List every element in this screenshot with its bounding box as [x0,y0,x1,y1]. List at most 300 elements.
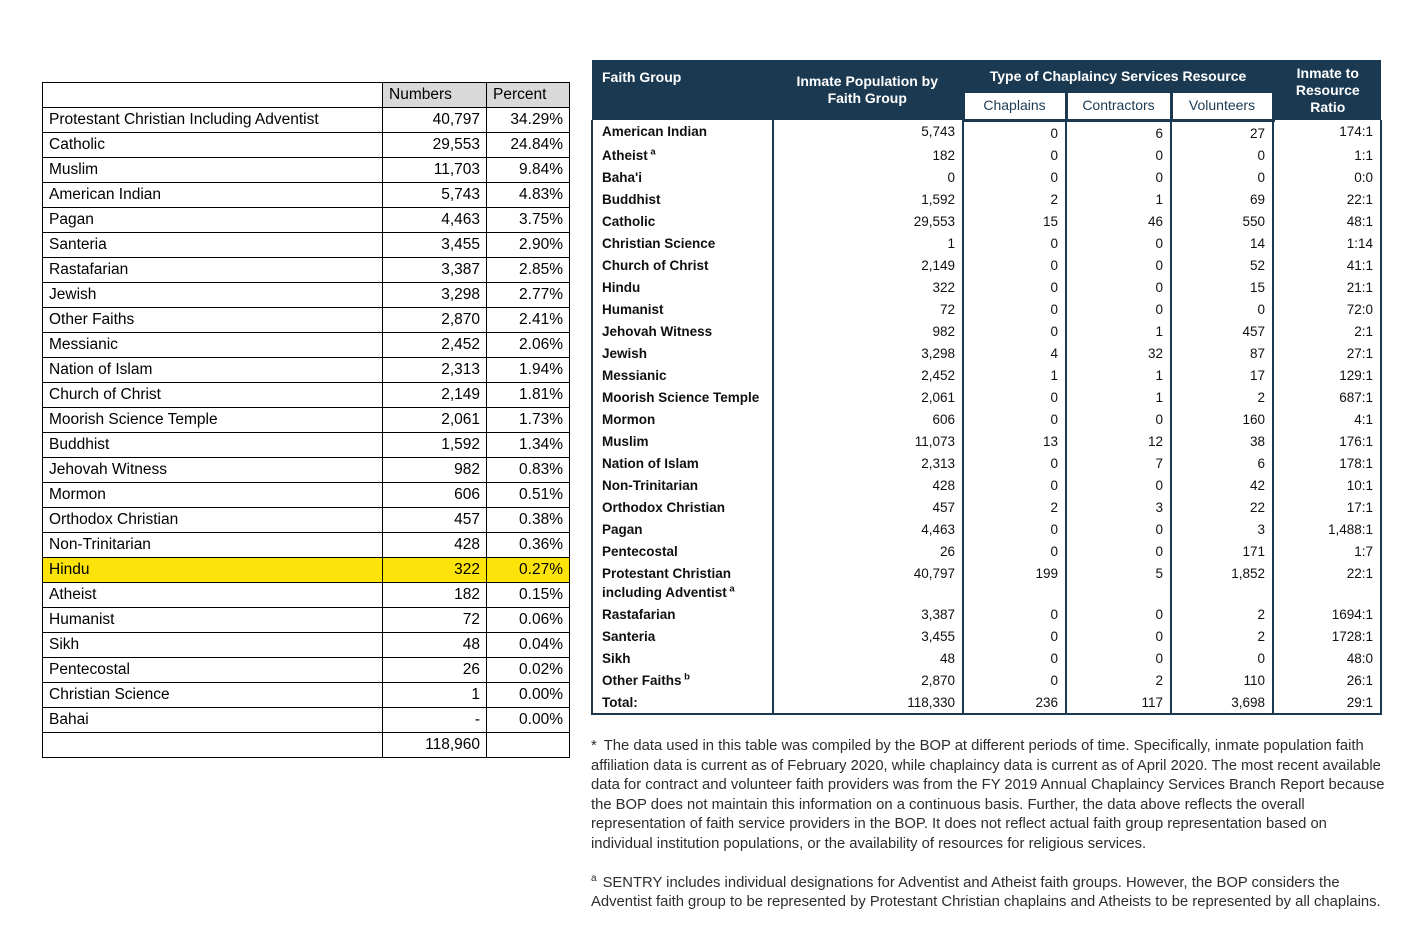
ratio-cell: 129:1 [1273,364,1381,386]
percent-cell: 3.75% [487,208,570,233]
population-cell: 2,313 [773,452,963,474]
faith-name-cell: Other Faiths $^b$ [592,669,773,691]
faith-label-cell: Hindu [43,558,383,583]
footnote-asterisk [591,737,1387,855]
services-resource-header: Type of Chaplaincy Services Resource [963,60,1273,93]
table-row [43,633,570,658]
empty-header-cell [43,83,383,108]
contractors-cell: 0 [1066,408,1171,430]
faith-name-cell: Orthodox Christian [592,496,773,518]
percent-cell: 1.81% [487,383,570,408]
faith-name-cell: Nation of Islam [592,452,773,474]
numbers-cell: 3,387 [383,258,487,283]
faith-label-cell: Messianic [43,333,383,358]
percent-cell: 0.00% [487,708,570,733]
table-row [43,458,570,483]
ratio-cell: 48:1 [1273,210,1381,232]
table-row [592,496,1381,518]
faith-label-cell: Pentecostal [43,658,383,683]
contractors-cell: 0 [1066,518,1171,540]
contractors-cell: 0 [1066,603,1171,625]
faith-name-cell: Atheist $^a$ [592,144,773,166]
population-cell: 72 [773,298,963,320]
faith-name-cell: Pagan [592,518,773,540]
ratio-cell: 176:1 [1273,430,1381,452]
volunteers-cell: 0 [1171,166,1273,188]
faith-label-cell: Sikh [43,633,383,658]
percent-cell: 0.00% [487,683,570,708]
numbers-cell: 4,463 [383,208,487,233]
faith-name-cell: Baha'i [592,166,773,188]
total-row [592,691,1381,714]
table-row [43,308,570,333]
left-table-header-row [43,83,570,108]
table-row [43,133,570,158]
table-row [592,562,1381,603]
volunteers-cell: 17 [1171,364,1273,386]
chaplains-cell: 2 [963,496,1066,518]
population-cell: 4,463 [773,518,963,540]
table-row [592,669,1381,691]
volunteers-cell: 171 [1171,540,1273,562]
population-cell: 0 [773,166,963,188]
contractors-cell: 32 [1066,342,1171,364]
contractors-cell: 5 [1066,562,1171,603]
inmate-population-header: Inmate Population by Faith Group [773,60,963,120]
percent-column-header: Percent [487,83,570,108]
percent-cell: 9.84% [487,158,570,183]
faith-name-cell: Christian Science [592,232,773,254]
population-cell: 29,553 [773,210,963,232]
contractors-cell: 117 [1066,691,1171,714]
faith-name-cell: Moorish Science Temple [592,386,773,408]
faith-label-cell: Protestant Christian Including Adventist [43,108,383,133]
chaplains-cell: 0 [963,625,1066,647]
table-row [43,683,570,708]
contractors-cell: 3 [1066,496,1171,518]
faith-name-cell: Buddhist [592,188,773,210]
faith-label-cell: Santeria [43,233,383,258]
numbers-cell: 2,061 [383,408,487,433]
percent-cell: 0.15% [487,583,570,608]
table-row [43,708,570,733]
numbers-cell: 5,743 [383,183,487,208]
numbers-cell: 72 [383,608,487,633]
chaplains-cell: 15 [963,210,1066,232]
percent-cell: 0.04% [487,633,570,658]
volunteers-cell: 110 [1171,669,1273,691]
table-row [592,518,1381,540]
table-row [592,430,1381,452]
numbers-cell: 11,703 [383,158,487,183]
numbers-cell: 428 [383,533,487,558]
volunteers-cell: 2 [1171,386,1273,408]
faith-label-cell: Pagan [43,208,383,233]
contractors-cell: 0 [1066,144,1171,166]
population-cell: 2,870 [773,669,963,691]
table-row [592,540,1381,562]
numbers-cell: 982 [383,458,487,483]
chaplains-cell: 0 [963,276,1066,298]
ratio-cell: 4:1 [1273,408,1381,430]
numbers-cell: 3,455 [383,233,487,258]
ratio-cell: 72:0 [1273,298,1381,320]
contractors-cell: 0 [1066,298,1171,320]
footnote-a-text: SENTRY includes individual designations for Adventist and Atheist faith groups. However, the BOP considers the Adventist faith group to be represented by Protestant Christian chaplains and Atheists to be represented by all chaplains. [591,874,1381,911]
table-row [43,233,570,258]
faith-label-cell: Orthodox Christian [43,508,383,533]
chaplains-cell: 236 [963,691,1066,714]
faith-label-cell: Moorish Science Temple [43,408,383,433]
table-row [43,558,570,583]
total-numbers-cell: 118,960 [383,733,487,758]
faith-name-cell: Catholic [592,210,773,232]
population-cell: 2,452 [773,364,963,386]
chaplains-cell: 0 [963,647,1066,669]
total-label-cell [43,733,383,758]
contractors-cell: 1 [1066,364,1171,386]
numbers-cell: 1,592 [383,433,487,458]
footnote-reference: a [647,146,656,157]
faith-name-cell: Total: [592,691,773,714]
population-cell: 40,797 [773,562,963,603]
right-table-header-row [592,60,1381,93]
volunteers-cell: 1,852 [1171,562,1273,603]
total-percent-cell [487,733,570,758]
faith-label-cell: Christian Science [43,683,383,708]
faith-label-cell: Catholic [43,133,383,158]
ratio-cell: 174:1 [1273,120,1381,144]
footnotes-section [591,737,1387,927]
table-row [592,647,1381,669]
chaplains-cell: 0 [963,144,1066,166]
chaplains-cell: 0 [963,518,1066,540]
percent-cell: 0.36% [487,533,570,558]
table-row [43,408,570,433]
population-cell: 3,387 [773,603,963,625]
chaplains-cell: 0 [963,408,1066,430]
numbers-cell: 29,553 [383,133,487,158]
numbers-cell: 26 [383,658,487,683]
table-row [43,158,570,183]
footnote-a [591,869,1387,913]
faith-name-cell: Jehovah Witness [592,320,773,342]
faith-name-cell: Pentecostal [592,540,773,562]
ratio-cell: 1694:1 [1273,603,1381,625]
population-cell: 1 [773,232,963,254]
asterisk-marker: * [591,738,597,754]
contractors-cell: 0 [1066,540,1171,562]
percent-cell: 1.34% [487,433,570,458]
percent-cell: 2.90% [487,233,570,258]
ratio-cell: 27:1 [1273,342,1381,364]
contractors-cell: 6 [1066,120,1171,144]
table-row [592,408,1381,430]
ratio-cell: 178:1 [1273,452,1381,474]
volunteers-cell: 87 [1171,342,1273,364]
faith-population-percent-table [42,82,570,758]
ratio-cell: 29:1 [1273,691,1381,714]
faith-name-cell: Church of Christ [592,254,773,276]
volunteers-cell: 0 [1171,144,1273,166]
volunteers-cell: 27 [1171,120,1273,144]
table-row [592,166,1381,188]
numbers-cell: 2,452 [383,333,487,358]
contractors-cell: 46 [1066,210,1171,232]
table-row [43,658,570,683]
volunteers-cell: 15 [1171,276,1273,298]
inmate-resource-ratio-header: Inmate to Resource Ratio [1273,60,1381,120]
faith-label-cell: Non-Trinitarian [43,533,383,558]
chaplains-cell: 0 [963,452,1066,474]
numbers-cell: 182 [383,583,487,608]
contractors-cell: 7 [1066,452,1171,474]
volunteers-cell: 160 [1171,408,1273,430]
subheader-chaplains: Chaplains [963,93,1066,120]
faith-label-cell: Jewish [43,283,383,308]
table-row [592,386,1381,408]
ratio-cell: 1:14 [1273,232,1381,254]
faith-name-cell: Protestant Christian including Adventist $^a$ [592,562,773,603]
volunteers-cell: 2 [1171,603,1273,625]
volunteers-cell: 69 [1171,188,1273,210]
faith-name-cell: Non-Trinitarian [592,474,773,496]
percent-cell: 0.83% [487,458,570,483]
table-row [43,258,570,283]
ratio-cell: 687:1 [1273,386,1381,408]
table-row [592,474,1381,496]
table-row [43,608,570,633]
chaplains-cell: 1 [963,364,1066,386]
chaplains-cell: 0 [963,298,1066,320]
numbers-cell: 1 [383,683,487,708]
percent-cell: 2.06% [487,333,570,358]
percent-cell: 2.41% [487,308,570,333]
percent-cell: 1.94% [487,358,570,383]
population-cell: 2,061 [773,386,963,408]
percent-cell: 34.29% [487,108,570,133]
population-cell: 3,298 [773,342,963,364]
population-cell: 11,073 [773,430,963,452]
table-row [592,298,1381,320]
contractors-cell: 2 [1066,669,1171,691]
footnote-a-marker: a [591,872,597,884]
faith-label-cell: Muslim [43,158,383,183]
faith-name-cell: Rastafarian [592,603,773,625]
percent-cell: 0.06% [487,608,570,633]
faith-label-cell: American Indian [43,183,383,208]
footnote-reference: b [681,671,690,682]
numbers-cell: - [383,708,487,733]
table-row [592,232,1381,254]
percent-cell: 0.38% [487,508,570,533]
ratio-cell: 21:1 [1273,276,1381,298]
population-cell: 182 [773,144,963,166]
volunteers-cell: 457 [1171,320,1273,342]
chaplains-cell: 13 [963,430,1066,452]
faith-name-cell: Muslim [592,430,773,452]
table-row [43,533,570,558]
percent-cell: 0.27% [487,558,570,583]
chaplains-cell: 0 [963,232,1066,254]
population-cell: 1,592 [773,188,963,210]
table-row [592,364,1381,386]
total-row [43,733,570,758]
numbers-cell: 40,797 [383,108,487,133]
footnote-asterisk-text: The data used in this table was compiled by the BOP at different periods of time. Specifically, inmate population faith affiliation data is current as of February 2020, while chaplaincy data is current as of April 2020. The most recent available data for contract and volunteer faith providers was from the FY 2019 Annual Chaplaincy Services Branch Report because the BOP does not maintain this information on a continuous basis. Further, the data above reflects the overall representation of faith service providers in the BOP. It does not reflect actual faith group representation based on individual institution populations, or the availability of resources for religious services. [591,738,1385,852]
table-row [43,283,570,308]
table-row [43,583,570,608]
ratio-cell: 0:0 [1273,166,1381,188]
chaplains-cell: 0 [963,320,1066,342]
volunteers-cell: 14 [1171,232,1273,254]
faith-name-cell: Messianic [592,364,773,386]
table-row [592,320,1381,342]
table-row [43,483,570,508]
table-row [43,433,570,458]
population-cell: 48 [773,647,963,669]
chaplains-cell: 0 [963,166,1066,188]
table-row [592,188,1381,210]
contractors-cell: 0 [1066,254,1171,276]
percent-cell: 0.02% [487,658,570,683]
volunteers-cell: 3 [1171,518,1273,540]
faith-label-cell: Atheist [43,583,383,608]
numbers-column-header: Numbers [383,83,487,108]
percent-cell: 4.83% [487,183,570,208]
table-row [43,508,570,533]
ratio-cell: 1,488:1 [1273,518,1381,540]
chaplains-cell: 4 [963,342,1066,364]
contractors-cell: 0 [1066,647,1171,669]
faith-name-cell: Hindu [592,276,773,298]
footnote-reference: a [726,583,735,594]
faith-name-cell: Sikh [592,647,773,669]
chaplains-cell: 0 [963,603,1066,625]
chaplains-cell: 0 [963,254,1066,276]
table-row [43,108,570,133]
volunteers-cell: 0 [1171,298,1273,320]
table-row [43,333,570,358]
chaplains-cell: 0 [963,120,1066,144]
table-row [592,120,1381,144]
faith-name-cell: American Indian [592,120,773,144]
faith-label-cell: Humanist [43,608,383,633]
population-cell: 606 [773,408,963,430]
contractors-cell: 0 [1066,625,1171,647]
ratio-cell: 2:1 [1273,320,1381,342]
table-row [592,144,1381,166]
chaplains-cell: 199 [963,562,1066,603]
numbers-cell: 2,870 [383,308,487,333]
numbers-cell: 457 [383,508,487,533]
table-row [592,210,1381,232]
ratio-cell: 41:1 [1273,254,1381,276]
numbers-cell: 2,313 [383,358,487,383]
ratio-cell: 17:1 [1273,496,1381,518]
numbers-cell: 606 [383,483,487,508]
ratio-cell: 22:1 [1273,562,1381,603]
population-cell: 2,149 [773,254,963,276]
faith-label-cell: Nation of Islam [43,358,383,383]
faith-label-cell: Bahai [43,708,383,733]
table-row [43,208,570,233]
faith-name-cell: Jewish [592,342,773,364]
population-cell: 322 [773,276,963,298]
volunteers-cell: 22 [1171,496,1273,518]
numbers-cell: 322 [383,558,487,583]
faith-label-cell: Jehovah Witness [43,458,383,483]
faith-name-cell: Humanist [592,298,773,320]
numbers-cell: 48 [383,633,487,658]
ratio-cell: 1:1 [1273,144,1381,166]
population-cell: 428 [773,474,963,496]
table-row [592,254,1381,276]
table-row [592,276,1381,298]
chaplaincy-services-table [591,60,1382,715]
faith-name-cell: Mormon [592,408,773,430]
table-row [592,625,1381,647]
contractors-cell: 0 [1066,474,1171,496]
subheader-volunteers: Volunteers [1171,93,1273,120]
percent-cell: 24.84% [487,133,570,158]
ratio-cell: 1:7 [1273,540,1381,562]
volunteers-cell: 3,698 [1171,691,1273,714]
table-row [592,603,1381,625]
faith-label-cell: Rastafarian [43,258,383,283]
table-row [43,183,570,208]
chaplains-cell: 2 [963,188,1066,210]
faith-label-cell: Buddhist [43,433,383,458]
percent-cell: 1.73% [487,408,570,433]
chaplains-cell: 0 [963,386,1066,408]
ratio-cell: 1728:1 [1273,625,1381,647]
ratio-cell: 10:1 [1273,474,1381,496]
chaplains-cell: 0 [963,669,1066,691]
faith-group-header: Faith Group [592,60,773,120]
faith-name-cell: Santeria [592,625,773,647]
population-cell: 5,743 [773,120,963,144]
population-cell: 3,455 [773,625,963,647]
contractors-cell: 0 [1066,232,1171,254]
population-cell: 457 [773,496,963,518]
table-row [43,358,570,383]
percent-cell: 2.77% [487,283,570,308]
volunteers-cell: 6 [1171,452,1273,474]
faith-label-cell: Other Faiths [43,308,383,333]
volunteers-cell: 2 [1171,625,1273,647]
population-cell: 118,330 [773,691,963,714]
faith-label-cell: Church of Christ [43,383,383,408]
ratio-cell: 48:0 [1273,647,1381,669]
table-row [592,342,1381,364]
contractors-cell: 1 [1066,320,1171,342]
table-row [43,383,570,408]
contractors-cell: 0 [1066,166,1171,188]
table-row [592,452,1381,474]
volunteers-cell: 38 [1171,430,1273,452]
contractors-cell: 0 [1066,276,1171,298]
volunteers-cell: 0 [1171,647,1273,669]
numbers-cell: 3,298 [383,283,487,308]
contractors-cell: 1 [1066,386,1171,408]
volunteers-cell: 52 [1171,254,1273,276]
population-cell: 982 [773,320,963,342]
chaplains-cell: 0 [963,474,1066,496]
percent-cell: 0.51% [487,483,570,508]
numbers-cell: 2,149 [383,383,487,408]
contractors-cell: 1 [1066,188,1171,210]
